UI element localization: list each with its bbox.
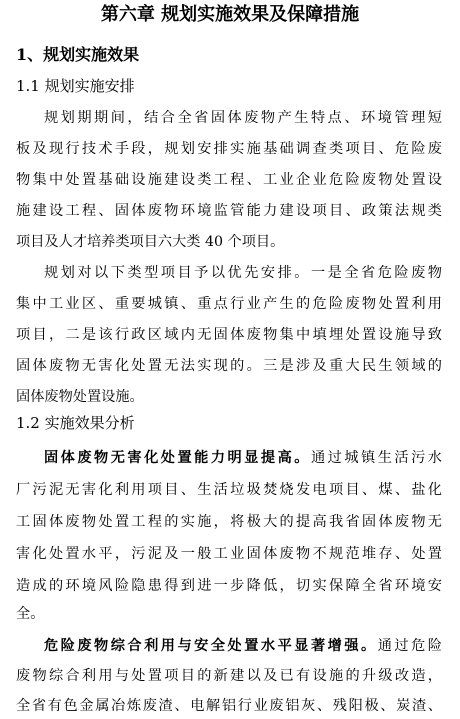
paragraph-text: 通过危险	[377, 638, 442, 654]
paragraph-line: 集中工业区、重要城镇、重点行业产生的危险废物处置利用	[16, 296, 442, 312]
subsection-heading-1-2: 1.2 实施效果分析	[16, 414, 135, 432]
paragraph-line: 项目及人才培养类项目六大类 40 个项目。	[16, 234, 285, 250]
paragraph-line: 全。	[16, 606, 45, 622]
paragraph-line: 害化处置水平，污泥及一般工业固体废物不规范堆存、处置	[16, 546, 442, 562]
bold-lead-phrase: 危险废物综合利用与安全处置水平显著增强。	[44, 638, 378, 654]
paragraph-line	[44, 634, 442, 658]
paragraph-line: 规划期期间，结合全省固体废物产生特点、环境管理短	[44, 110, 442, 126]
paragraph-line: 物集中处置基础设施建设类工程、工业企业危险废物处置设	[16, 172, 442, 188]
paragraph-line: 项目，二是该行政区域内无固体废物集中填埋处置设施导致	[16, 327, 442, 343]
paragraph-line: 废物综合利用与处置项目的新建以及已有设施的升级改造，	[16, 668, 442, 684]
paragraph-line	[44, 446, 442, 470]
section-heading-1: 1、规划实施效果	[16, 45, 140, 64]
subsection-heading-1-1: 1.1 规划实施安排	[16, 77, 135, 95]
bold-lead-phrase: 固体废物无害化处置能力明显提高。	[44, 450, 311, 466]
paragraph-line: 施建设工程、固体废物环境监管能力建设项目、政策法规类	[16, 203, 442, 219]
paragraph-line: 造成的环境风险隐患得到进一步降低，切实保障全省环境安	[16, 578, 442, 594]
paragraph-line: 规划对以下类型项目予以优先安排。一是全省危险废物	[44, 265, 442, 281]
chapter-title: 第六章 规划实施效果及保障措施	[100, 4, 360, 25]
paragraph-line: 工固体废物处置工程的实施，将极大的提高我省固体废物无	[16, 514, 442, 530]
paragraph-line: 固体废物处置设施。	[16, 389, 144, 405]
paragraph-line: 厂污泥无害化利用项目、生活垃圾焚烧发电项目、煤、盐化	[16, 482, 442, 498]
paragraph-line: 全省有色金属冶炼废渣、电解铝行业废铝灰、残阳极、炭渣、	[16, 698, 442, 714]
paragraph-text: 通过城镇生活污水	[310, 450, 442, 466]
paragraph-line: 板及现行技术手段，规划安排实施基础调查类项目、危险废	[16, 141, 442, 157]
paragraph-line: 固体废物无害化处置无法实现的。三是涉及重大民生领域的	[16, 358, 442, 374]
